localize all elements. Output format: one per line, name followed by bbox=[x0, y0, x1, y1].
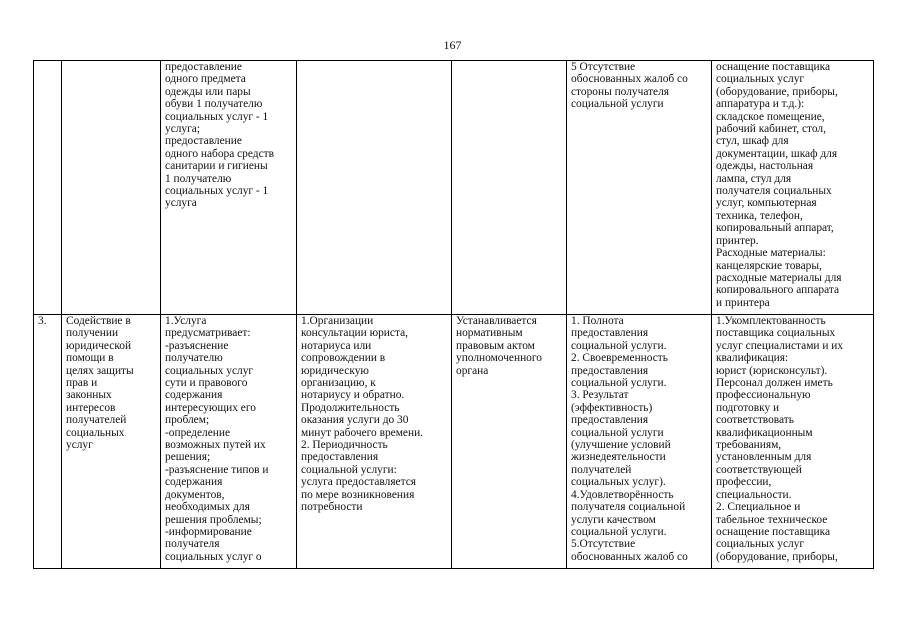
cell-service-conditions bbox=[712, 61, 874, 315]
cell-service-norm bbox=[452, 61, 567, 315]
cell-service-norm bbox=[452, 315, 567, 569]
cell-service-conditions-text: оснащение поставщика социальных услуг (оборудование, приборы, аппаратура и т.д.): складское помещение, рабочий кабинет, стол, стул, шкаф для документации, шкаф для одежды, настольная лампа, стул для получателя социальных услуг, компьютерная техника, телефон, копировальный аппарат, принтер. Расходные материалы: канцелярские товары, расходные материалы для копировального аппарата и принтера bbox=[716, 61, 842, 309]
page-number: 167 bbox=[443, 38, 462, 52]
cell-service-conditions-text: 1.Укомплектованность поставщика социальных услуг специалистами и их квалификация: юрист (юрисконсульт). Персонал должен иметь профессиональную подготовку и соответствовать квалификационным требованиям, установленным для соответствующей профессии, специальности. 2. Специальное и табельное техническое оснащение поставщика социальных услуг (оборудование, приборы, bbox=[716, 315, 844, 563]
cell-service-terms bbox=[297, 61, 452, 315]
cell-service-name bbox=[62, 315, 161, 569]
cell-service-description bbox=[161, 61, 297, 315]
cell-service-name bbox=[62, 61, 161, 315]
table-row-continuation bbox=[34, 61, 874, 315]
cell-service-description-text: предоставление одного предмета одежды или пары обуви 1 получателю социальных услуг - 1 услуга; предоставление одного набора средств санитарии и гигиены 1 получателю социальных услуг - 1 услуга bbox=[165, 61, 274, 210]
cell-quality-indicators bbox=[567, 315, 712, 569]
cell-quality-indicators bbox=[567, 61, 712, 315]
cell-service-description-text: 1.Услуга предусматривает: -разъяснение получателю социальных услуг сути и правового содержания интересующих его проблем; -определение возможных путей их решения; -разъяснение типов и содержания документов, необходимых для решения проблемы; -информирование получателя социальных услуг о bbox=[165, 315, 269, 563]
cell-service-terms bbox=[297, 315, 452, 569]
cell-service-name-text: Содействие в получении юридической помощи в целях защиты прав и законных интересов получателей социальных услуг bbox=[66, 315, 134, 452]
cell-service-terms-text: 1.Организации консультации юриста, нотариуса или сопровождении в юридическую организацию, к нотариусу и обратно. Продолжительность оказания услуги до 30 минут рабочего времени. 2. Периодичность предоставления социальной услуги: услуга предоставляется по мере возникновения потребности bbox=[301, 315, 424, 514]
cell-service-norm-text: Устанавливается нормативным правовым актом уполномоченного органа bbox=[456, 315, 542, 377]
table-row-3 bbox=[34, 315, 874, 569]
cell-number bbox=[34, 315, 62, 569]
cell-service-description bbox=[161, 315, 297, 569]
cell-quality-indicators-text: 1. Полнота предоставления социальной услуги. 2. Своевременность предоставления социальной услуги. 3. Результат (эффективность) предоставления социальной услуги (улучшение условий жизнедеятельности получателей социальных услуг). 4.Удовлетворённость получателя социальной услуги качеством социальной услуги. 5.Отсутствие обоснованных жалоб со bbox=[571, 315, 688, 563]
services-table bbox=[33, 60, 874, 569]
cell-number bbox=[34, 61, 62, 315]
cell-number-text: 3. bbox=[38, 315, 47, 327]
cell-quality-indicators-text: 5 Отсутствие обоснованных жалоб со стороны получателя социальной услуги bbox=[571, 61, 688, 111]
cell-service-conditions bbox=[712, 315, 874, 569]
